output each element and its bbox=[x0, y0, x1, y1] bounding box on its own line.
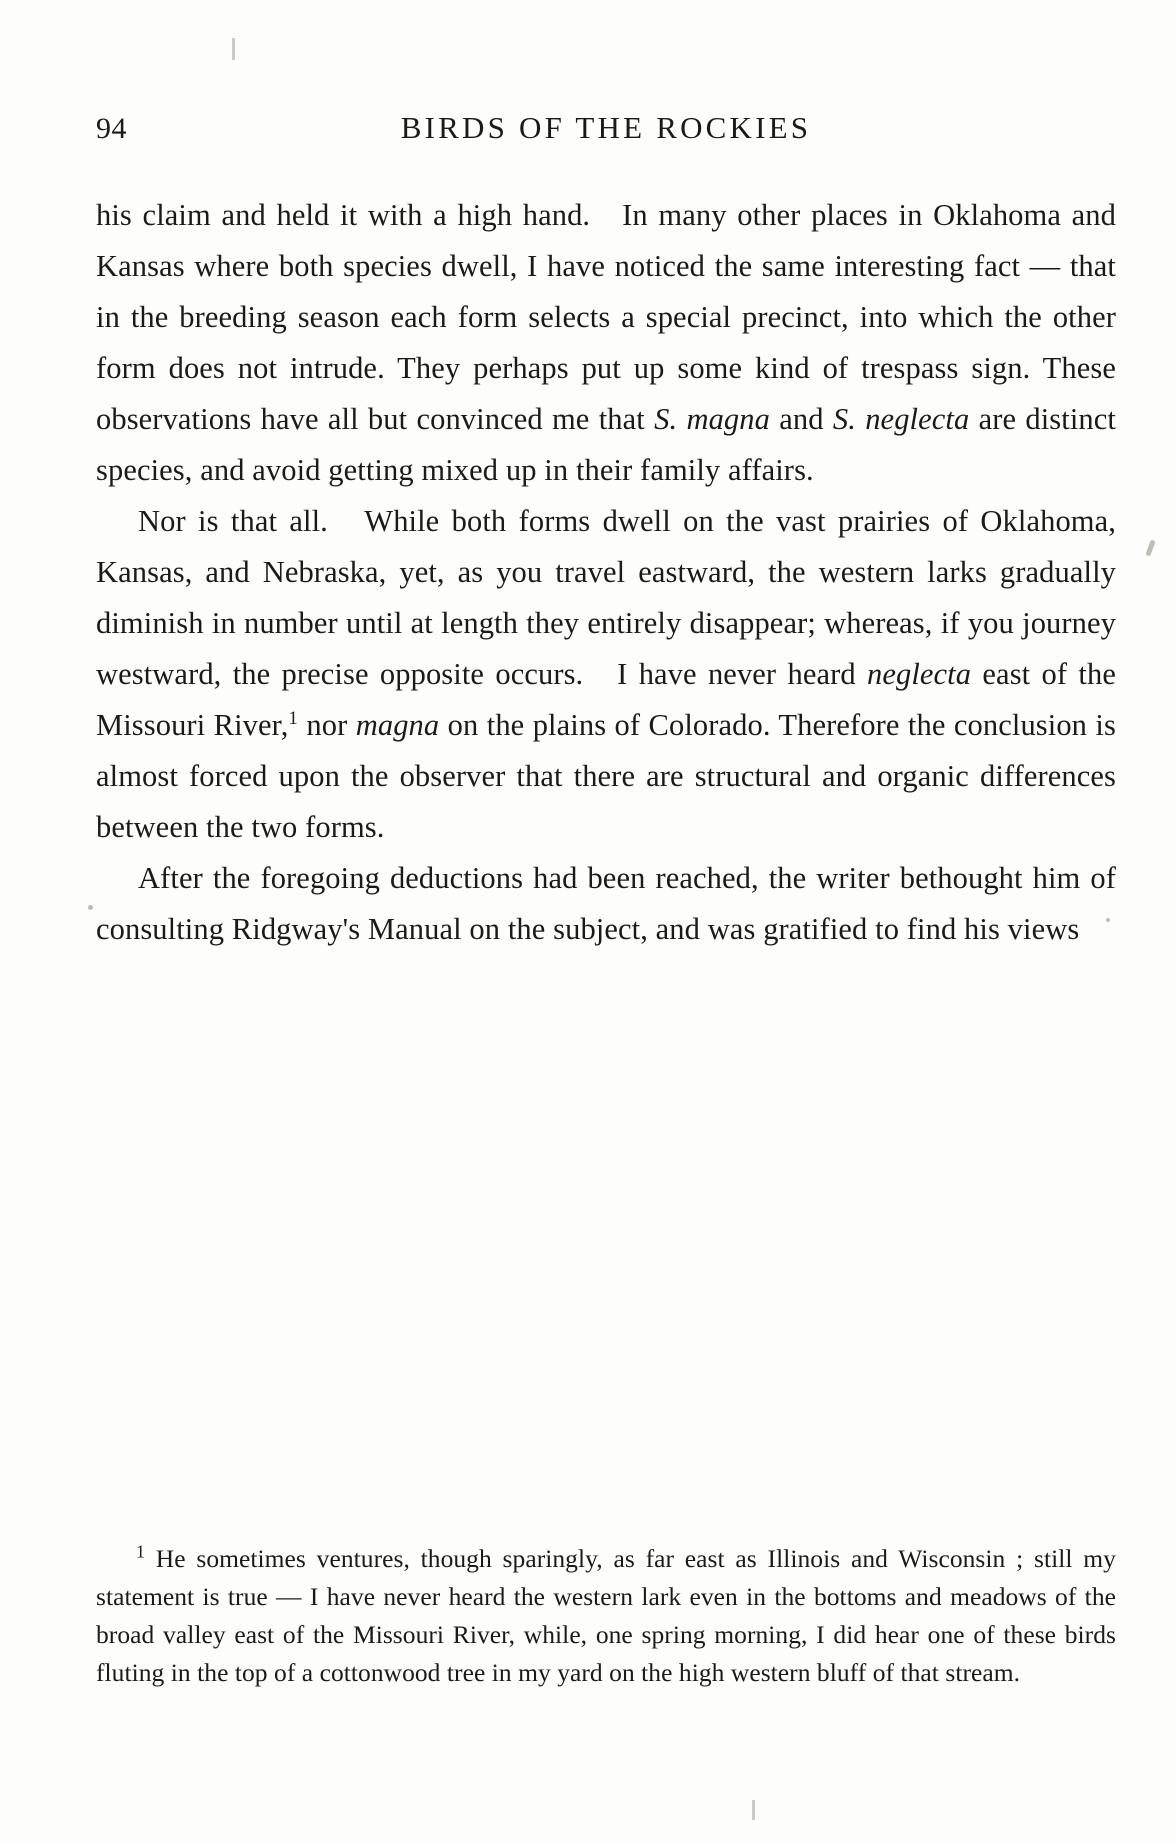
page-text-block bbox=[96, 110, 1116, 955]
paragraph-1: his claim and held it with a high hand. In many other places in Oklahoma and Kansas where both species dwell, I have noticed the same interesting fact — that in the breeding season each form selects a special precinct, into which the other form does not intrude. They perhaps put up some kind of trespass sign. These observations have all but convinced me that S. magna and S. neglecta are distinct species, and avoid getting mixed up in their family affairs. bbox=[96, 198, 1116, 487]
body-text bbox=[96, 190, 1116, 955]
page-header bbox=[96, 110, 1116, 146]
scan-speck bbox=[232, 38, 235, 60]
paragraph-3: After the foregoing deductions had been reached, the writer bethought him of consulting Ridgway's Manual on the subject, and was gratified to find his views bbox=[96, 861, 1116, 946]
scan-speck bbox=[1145, 540, 1155, 557]
scan-speck bbox=[752, 1800, 755, 1820]
footnote bbox=[96, 1540, 1116, 1692]
paragraph-2: Nor is that all. While both forms dwell on the vast prairies of Oklahoma, Kansas, and Nebraska, yet, as you travel eastward, the western larks gradually diminish in number until at length they entirely disappear; whereas, if you journey westward, the precise opposite occurs. I have never heard neglecta east of the Missouri River,$^1$ nor magna on the plains of Colorado. Therefore the conclusion is almost forced upon the observer that there are structural and organic differences between the two forms. bbox=[96, 504, 1116, 844]
footnote-reference[interactable]: 1 bbox=[288, 707, 298, 729]
scan-speck bbox=[88, 905, 93, 910]
footnote-text: $^1$ He sometimes ventures, though sparingly, as far east as Illinois and Wisconsin ; still my statement is true — I have never heard the western lark even in the bottoms and meadows of the broad valley east of the Missouri River, while, one spring morning, I did hear one of these birds fluting in the top of a cottonwood tree in my yard on the high western bluff of that stream. bbox=[96, 1541, 1116, 1687]
footnote-marker: 1 bbox=[136, 1541, 145, 1562]
running-head: BIRDS OF THE ROCKIES bbox=[400, 110, 812, 145]
page-number: 94 bbox=[96, 112, 127, 145]
